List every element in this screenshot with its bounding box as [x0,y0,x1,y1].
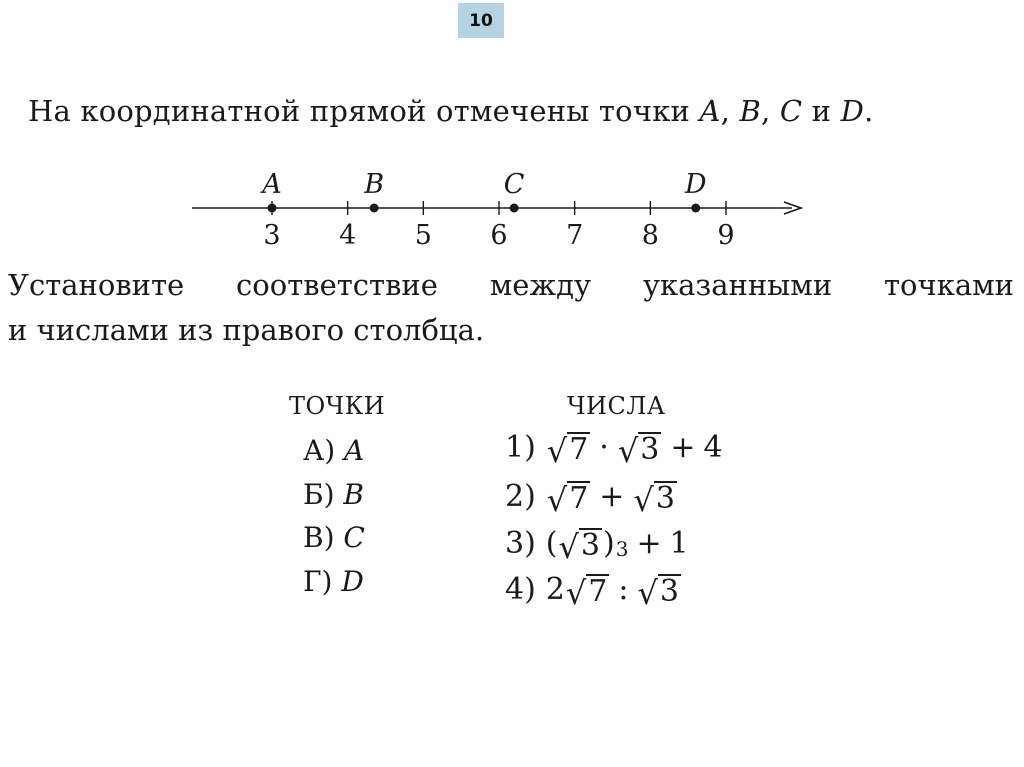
statement-point-d: D [840,94,865,128]
problem-statement [28,94,873,128]
option-point: D [341,565,364,598]
instruction-row-2: и числами из правого столбца. [8,313,485,347]
option-prefix: 3) [505,526,536,561]
point-marker [510,204,519,213]
instruction-word: между [489,268,592,302]
point-marker [370,204,379,213]
radicand: 7 [588,573,608,609]
operator: : [618,572,629,607]
point-option-b [303,478,364,511]
option-prefix: 1) [505,430,536,465]
statement-text: На координатной прямой отмечены точки [28,94,700,128]
sqrt-expression: √ 3 [617,431,660,470]
point-option-c [303,521,365,554]
tick-label: 5 [414,220,432,251]
instruction [8,263,1014,353]
tick-label: 4 [339,220,357,251]
term: 4 [703,430,723,465]
coefficient: 2 [545,572,565,607]
tick-label: 6 [490,220,508,251]
option-prefix: 4) [505,572,536,607]
number-option-2 [505,479,678,519]
statement-point-c: C [779,94,803,128]
radicand: 7 [569,480,589,516]
option-prefix: Г) [303,565,342,598]
slide-number: 10 [469,10,493,31]
point-label: B [364,169,385,200]
operator: + [670,430,696,465]
tick-label: 7 [566,220,584,251]
point-label: C [503,169,525,200]
instruction-word: точками [884,268,1014,302]
statement-point-b: B [739,94,761,128]
exponent: 3 [615,537,629,561]
option-point: A [344,434,365,467]
statement-point-a: A [699,94,721,128]
radicand: 3 [580,527,600,563]
points-column-header: ТОЧКИ [289,392,386,420]
operator: + [636,526,662,561]
tick-label: 3 [263,220,281,251]
term: 1 [669,526,689,561]
sqrt-expression: √ 3 [558,527,600,566]
option-prefix: 2) [505,479,536,514]
paren-open: ( [545,526,558,561]
instruction-word: Установите [8,268,185,302]
instruction-row-1 [8,263,1014,308]
option-point: B [343,478,364,511]
number-option-3 [505,526,689,566]
tick-label: 9 [717,220,735,251]
point-label: D [684,169,707,200]
point-label: A [262,169,282,200]
radicand: 3 [659,573,679,609]
option-prefix: В) [303,521,344,554]
tick-label: 8 [641,220,659,251]
point-marker [691,204,700,213]
number-option-4 [505,572,682,612]
sqrt-expression: √ 3 [633,480,675,519]
operator: + [599,479,625,514]
sqrt-expression: √ 3 [637,573,679,612]
point-option-d [303,565,364,598]
comma: , [761,94,780,128]
numbers-column-header: ЧИСЛА [567,392,666,420]
number-option-1 [505,430,723,470]
conjunction: и [802,94,841,128]
paren-close: ) [603,526,615,561]
sqrt-expression: √ 7 [546,431,589,470]
radicand: 3 [655,480,675,516]
operator: · [599,430,609,465]
point-marker [268,204,277,213]
period: . [864,94,874,128]
sqrt-expression: √ 7 [565,573,608,612]
comma: , [720,94,740,128]
point-option-a [303,434,364,467]
number-line [0,160,1024,255]
option-prefix: А) [303,434,345,467]
option-point: C [343,521,365,554]
slide-number-badge [458,3,504,38]
points [259,169,707,213]
option-prefix: Б) [303,478,344,511]
radicand: 7 [569,431,589,467]
instruction-word: соответствие [236,268,438,302]
sqrt-expression: √ 7 [546,480,589,519]
instruction-word: указанными [642,268,833,302]
radicand: 3 [640,431,660,467]
